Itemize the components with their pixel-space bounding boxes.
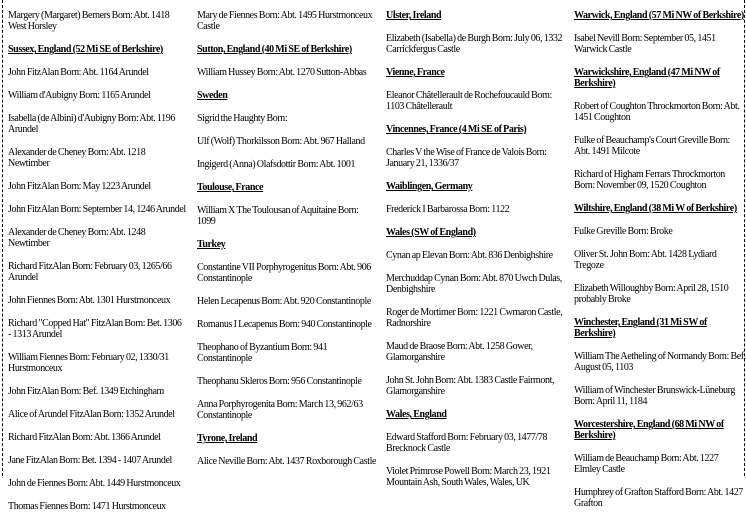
person-entry: Cynan ap Elevan Born: Abt. 836 Denbighshire <box>386 250 553 261</box>
person-entry: Mary de Fiennes Born: Abt. 1495 Hurstmonceux Castle <box>197 10 373 32</box>
column-2 <box>197 10 377 479</box>
person-entry: Fulke Greville Born: Broke <box>574 226 673 237</box>
person-entry: Frederick I Barbarossa Born: 1122 <box>386 204 510 215</box>
person-entry: Elizabeth Willoughby Born: April 28, 1510 probably Broke <box>574 283 729 305</box>
person-entry: Richard FitzAlan Born: Abt. 1366 Arundel <box>8 432 161 443</box>
person-entry: Theophano of Byzantium Born: 941 Constantinople <box>197 342 328 364</box>
person-entry: Romanus I Lecapenus Born: 940 Constantinople <box>197 319 372 330</box>
location-heading: Sutton, England (40 Mi SE of Berkshire) <box>197 44 352 55</box>
person-entry: Robert of Coughton Throckmorton Born: Abt. 1451 Coughton <box>574 101 740 123</box>
person-entry: Ingigerd (Anna) Olafsdottir Born: Abt. 1001 <box>197 159 356 170</box>
person-entry: Theophanu Skleros Born: 956 Constantinople <box>197 376 362 387</box>
person-entry: Margery (Margaret) Berners Born: Abt. 1418 West Horsley <box>8 10 170 32</box>
person-entry: Alexander de Cheney Born: Abt. 1218 Newtimber <box>8 147 146 169</box>
column-3 <box>386 10 564 500</box>
person-entry: Ulf (Wolf) Thorkilsson Born: Abt. 967 Halland <box>197 136 365 147</box>
person-entry: Thomas Fiennes Born: 1471 Hurstmonceux <box>8 501 166 512</box>
person-entry: Edward Stafford Born: February 03, 1477/78 Brecknock Castle <box>386 432 548 454</box>
location-heading: Warwick, England (57 Mi NW of Berkshire) <box>574 10 744 21</box>
person-entry: Isabel Nevill Born: September 05, 1451 Warwick Castle <box>574 33 716 55</box>
person-entry: Isabella (de Albini) d'Aubigny Born: Abt. 1196 Arundel <box>8 113 175 135</box>
person-entry: Richard of Higham Ferrars Throckmorton Born: November 09, 1520 Coughton <box>574 169 725 191</box>
person-entry: William de Beauchamp Born: Abt. 1227 Elmley Castle <box>574 453 719 475</box>
person-entry: Anna Porphyrogenita Born: March 13, 962/63 Constantinople <box>197 399 363 421</box>
location-heading: Sussex, England (52 Mi SE of Berkshire) <box>8 44 163 55</box>
person-entry: Roger de Mortimer Born: 1221 Cwmaron Castle, Radnorshire <box>386 307 563 329</box>
person-entry: Merchuddap Cynan Born: Abt. 870 Uwch Dulas, Denbighshire <box>386 273 562 295</box>
location-heading: Winchester, England (31 Mi SW of Berkshire) <box>574 317 707 339</box>
location-heading: Wales (SW of England) <box>386 227 476 238</box>
location-heading: Worcestershire, England (68 Mi NW of Berkshire) <box>574 419 724 441</box>
location-heading: Wales, England <box>386 409 447 420</box>
location-heading: Vincennes, France (4 Mi SE of Paris) <box>386 124 527 135</box>
location-heading: Tyrone, Ireland <box>197 433 258 444</box>
person-entry: Alexander de Cheney Born: Abt. 1248 Newtimber <box>8 227 146 249</box>
person-entry: Fulke of Beauchamp's Court Greville Born: Abt. 1491 Milcote <box>574 135 730 157</box>
person-entry: William of Winchester Brunswick-Lüneburg Born: April 11, 1184 <box>574 385 736 407</box>
person-entry: John Fiennes Born: Abt. 1301 Hurstmonceux <box>8 295 171 306</box>
location-heading: Vienne, France <box>386 67 445 78</box>
person-entry: Jane FitzAlan Born: Bet. 1394 - 1407 Arundel <box>8 455 172 466</box>
person-entry: Maud de Braose Born: Abt. 1258 Gower, Glamorganshire <box>386 341 533 363</box>
person-entry: John FitzAlan Born: May 1223 Arundel <box>8 181 151 192</box>
person-entry: Elizabeth (Isabella) de Burgh Born: July 06, 1332 Carrickfergus Castle <box>386 33 563 55</box>
person-entry: John FitzAlan Born: Bef. 1349 Etchingham <box>8 386 164 397</box>
person-entry: William X The Toulousan of Aquitaine Born: 1099 <box>197 205 359 227</box>
left-dashed-border <box>2 0 3 476</box>
person-entry: Eleanor Châtellerault de Rochefoucauld Born: 1103 Châtellerault <box>386 90 552 112</box>
person-entry: Alice Neville Born: Abt. 1437 Roxborough Castle <box>197 456 377 467</box>
person-entry: John FitzAlan Born: Abt. 1164 Arundel <box>8 67 149 78</box>
person-entry: Constantine VII Porphyrogenitus Born: Abt. 906 Constantinople <box>197 262 371 284</box>
location-heading: Toulouse, France <box>197 182 264 193</box>
person-entry: John FitzAlan Born: September 14, 1246 Arundel <box>8 204 186 215</box>
person-entry: John St. John Born: Abt. 1383 Castle Fairmont, Glamorganshire <box>386 375 555 397</box>
person-entry: Oliver St. John Born: Abt. 1428 Lydiard Tregoze <box>574 249 717 271</box>
person-entry: Alice of Arundel FitzAlan Born: 1352 Arundel <box>8 409 175 420</box>
column-4 <box>574 10 746 521</box>
person-entry: Richard FitzAlan Born: February 03, 1265/66 Arundel <box>8 261 172 283</box>
person-entry: William Fiennes Born: February 02, 1330/31 Hurstmonceux <box>8 352 169 374</box>
person-entry: William d'Aubigny Born: 1165 Arundel <box>8 90 151 101</box>
person-entry: John de Fiennes Born: Abt. 1449 Hurstmonceux <box>8 478 181 489</box>
location-heading: Turkey <box>197 239 226 250</box>
person-entry: Humphrey of Grafton Stafford Born: Abt. 1427 Grafton <box>574 487 743 509</box>
person-entry: Sigrid the Haughty Born: <box>197 113 288 124</box>
column-1 <box>8 10 186 524</box>
person-entry: Charles V the Wise of France de Valois Born: January 21, 1336/37 <box>386 147 547 169</box>
person-entry: William Hussey Born: Abt. 1270 Sutton-Abbas <box>197 67 367 78</box>
person-entry: Richard "Copped Hat" FitzAlan Born: Bet. 1306 - 1313 Arundel <box>8 318 182 340</box>
location-heading: Wiltshire, England (38 Mi W of Berkshire) <box>574 203 737 214</box>
location-heading: Waiblingen, Germany <box>386 181 473 192</box>
location-heading: Sweden <box>197 90 228 101</box>
person-entry: Helen Lecapenus Born: Abt. 920 Constantinople <box>197 296 371 307</box>
location-heading: Ulster, Ireland <box>386 10 442 21</box>
location-heading: Warwickshire, England (47 Mi NW of Berkshire) <box>574 67 720 89</box>
person-entry: William The Aetheling of Normandy Born: Bef. August 05, 1103 <box>574 351 746 373</box>
person-entry: Violet Primrose Powell Born: March 23, 1921 Mountain Ash, South Wales, Wales, UK <box>386 466 551 488</box>
